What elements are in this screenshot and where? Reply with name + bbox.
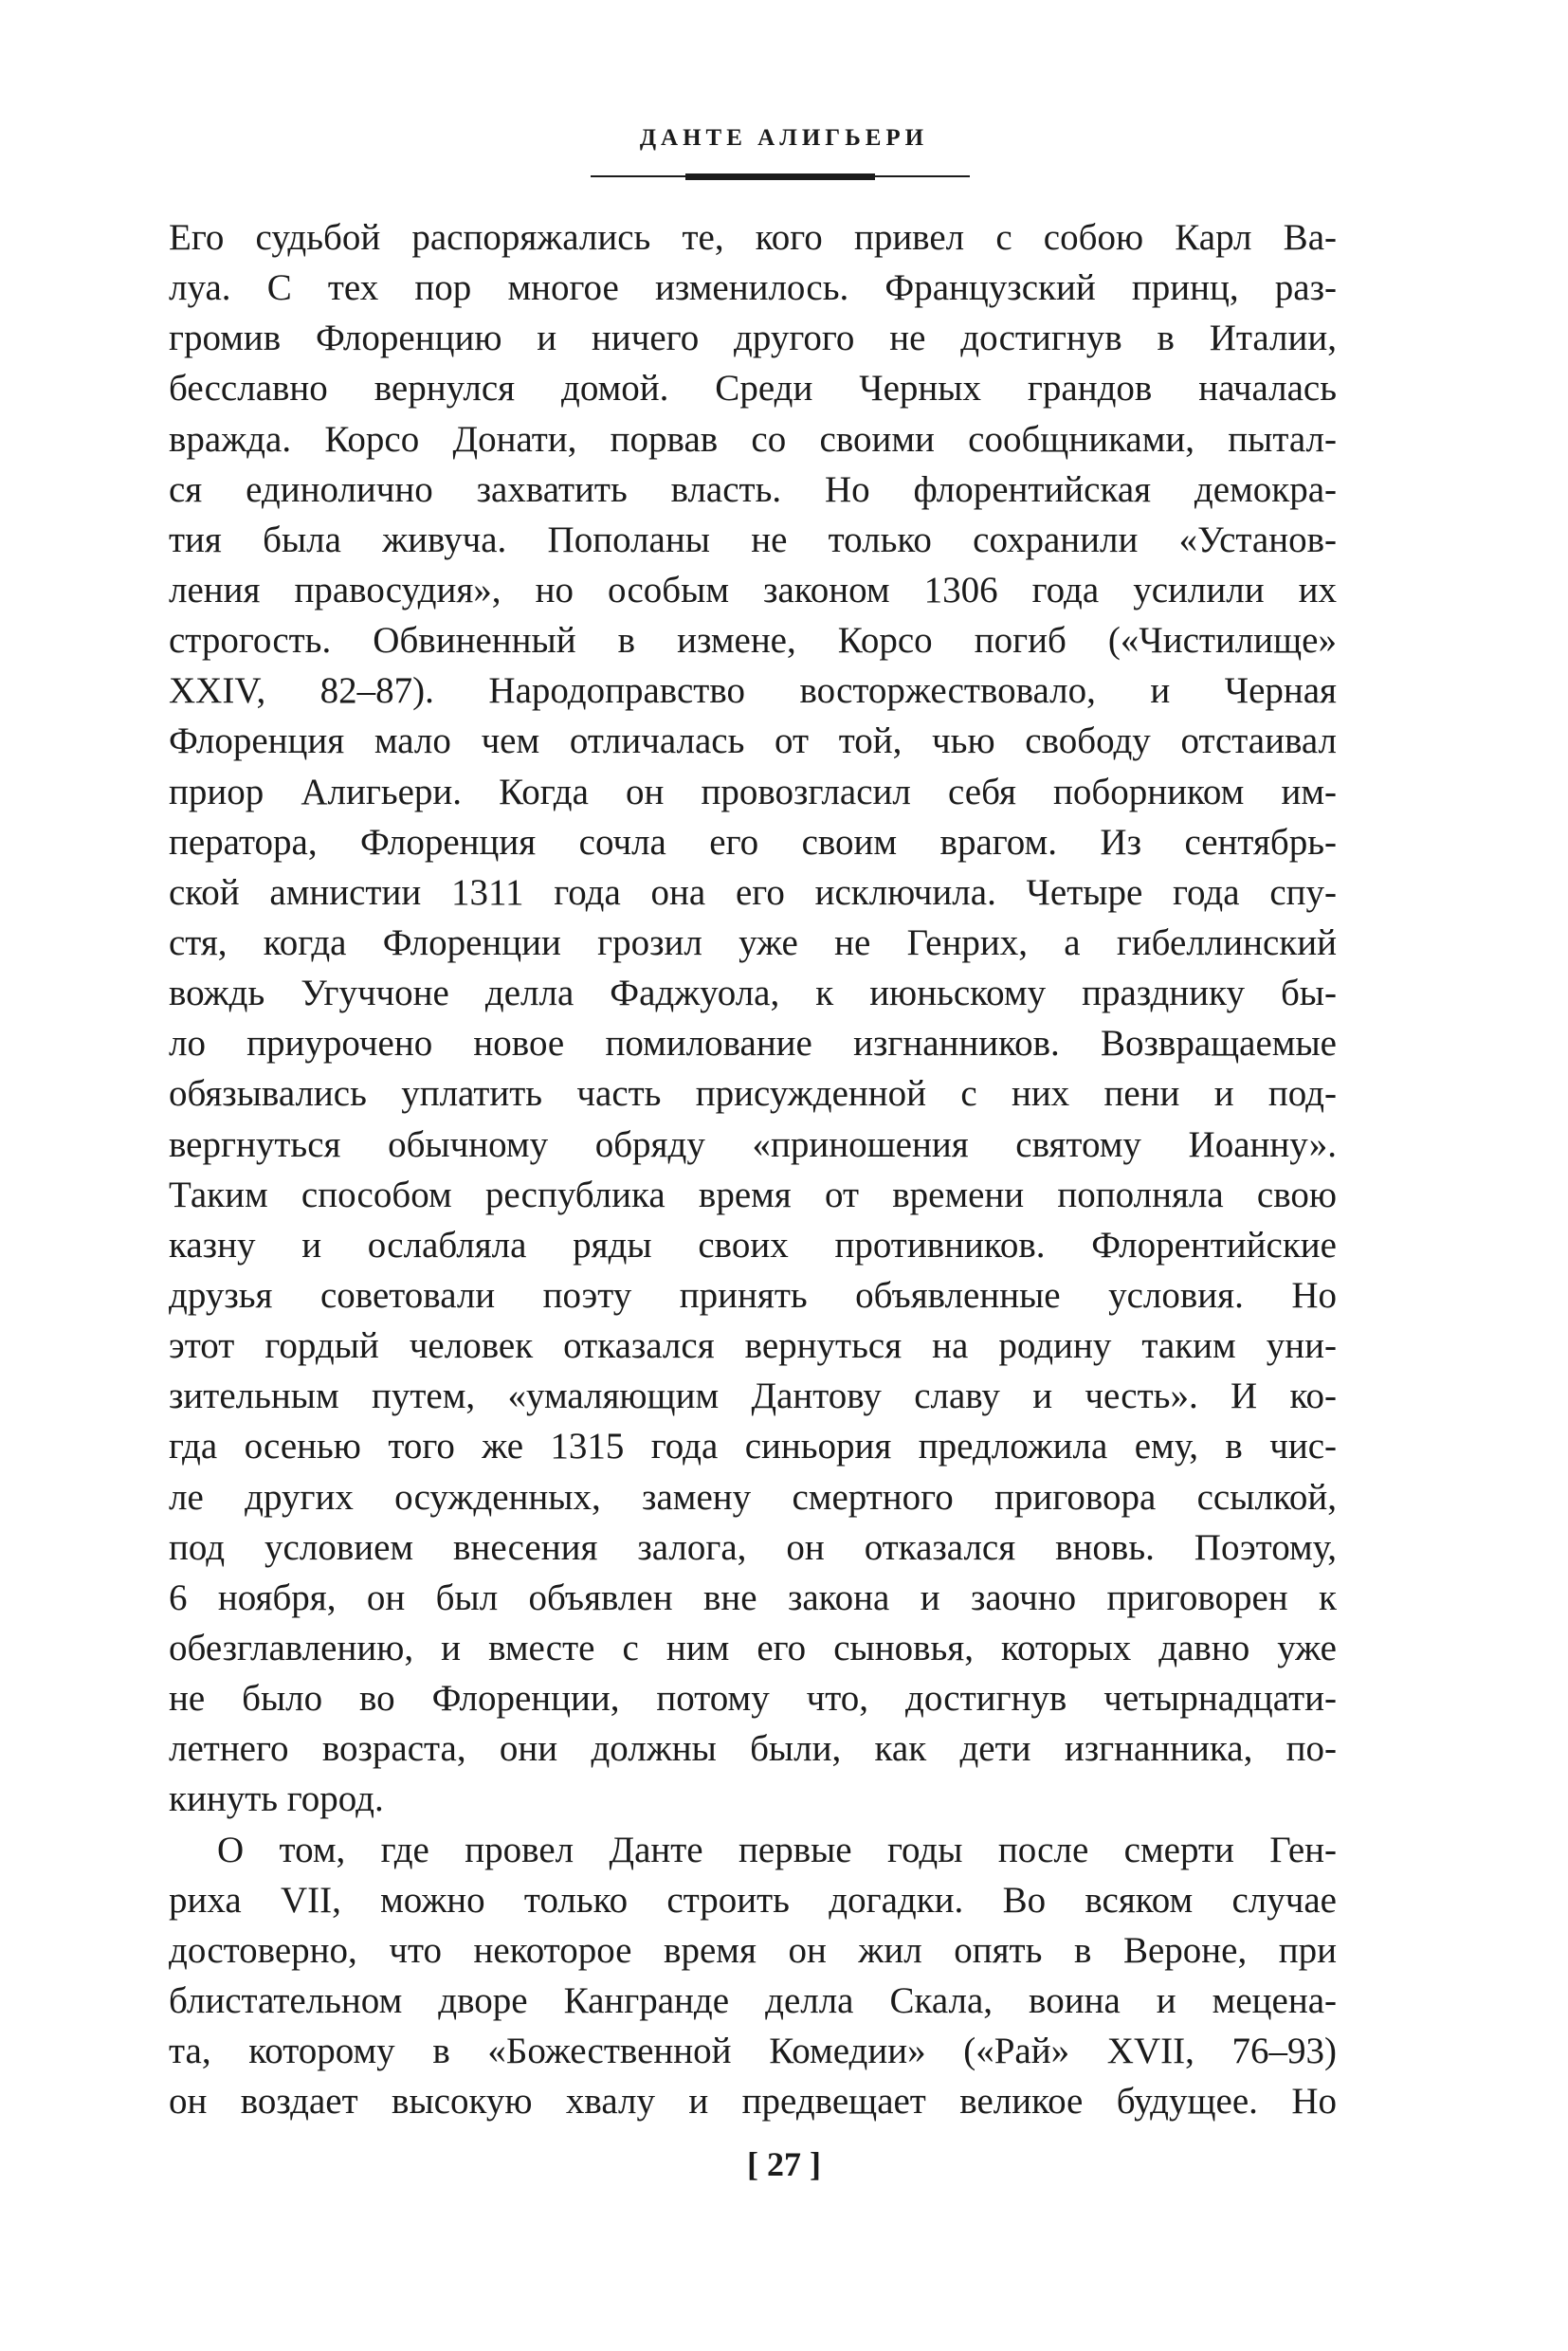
text-line: зительным путем, «умаляющим Дантову славу и честь». И ко- bbox=[169, 1376, 1337, 1417]
text-line: обязывались уплатить часть присужденной с них пени и под- bbox=[169, 1073, 1337, 1115]
text-line: ления правосудия», но особым законом 1306 года усилили их bbox=[169, 569, 1337, 611]
text-line: вождь Угуччоне делла Фаджуола, к июньскому празднику бы- bbox=[169, 973, 1337, 1014]
text-line: Флоренция мало чем отличалась от той, чью свободу отстаивал bbox=[169, 720, 1337, 762]
text-line: он воздает высокую хвалу и предвещает великое будущее. Но bbox=[169, 2081, 1337, 2123]
text-line: XXIV, 82–87). Народоправство восторжествовало, и Черная bbox=[169, 670, 1337, 712]
text-line: тия была живуча. Пополаны не только сохранили «Установ- bbox=[169, 519, 1337, 560]
text-line: ле других осужденных, замену смертного приговора ссылкой, bbox=[169, 1476, 1337, 1518]
text-line: летнего возраста, они должны были, как дети изгнанника, по- bbox=[169, 1728, 1337, 1770]
text-line: ло приурочено новое помилование изгнанников. Возвращаемые bbox=[169, 1023, 1337, 1065]
running-head-rule-accent bbox=[685, 173, 875, 180]
text-line: ся единолично захватить власть. Но флорентийская демокра- bbox=[169, 468, 1337, 510]
text-line: под условием внесения залога, он отказался вновь. Поэтому, bbox=[169, 1526, 1337, 1568]
paragraph-2 bbox=[169, 1825, 1337, 2127]
text-line: вергнуться обычному обряду «приношения святому Иоанну». bbox=[169, 1123, 1337, 1165]
text-line: кинуть город. bbox=[169, 1778, 384, 1820]
text-line: строгость. Обвиненный в измене, Корсо погиб («Чистилище» bbox=[169, 620, 1337, 662]
text-line: та, которому в «Божественной Комедии» («Рай» XVII, 76–93) bbox=[169, 2031, 1337, 2072]
text-line: бесславно вернулся домой. Среди Черных грандов началась bbox=[169, 368, 1337, 410]
text-line: достоверно, что некоторое время он жил опять в Вероне, при bbox=[169, 1929, 1337, 1971]
text-line: Его судьбой распоряжались те, кого привел с собою Карл Ва- bbox=[169, 217, 1337, 258]
text-line: стя, когда Флоренции грозил уже не Генрих, а гибеллинский bbox=[169, 921, 1337, 963]
text-line: не было во Флоренции, потому что, достигнув четырнадцати- bbox=[169, 1678, 1337, 1720]
page-number: [ 27 ] bbox=[747, 2145, 821, 2183]
text-line: вражда. Корсо Донати, порвав со своими сообщниками, пытал- bbox=[169, 418, 1337, 460]
text-line: ской амнистии 1311 года она его исключила. Четыре года спу- bbox=[169, 871, 1337, 913]
text-line: О том, где провел Данте первые годы после смерти Ген- bbox=[217, 1829, 1337, 1870]
text-line: громив Флоренцию и ничего другого не достигнув в Италии, bbox=[169, 318, 1337, 359]
body-text bbox=[169, 212, 1337, 2126]
running-head: ДАНТЕ АЛИГЬЕРИ bbox=[639, 125, 929, 151]
text-line: гда осенью того же 1315 года синьория предложила ему, в чис- bbox=[169, 1426, 1337, 1467]
text-line: Таким способом республика время от времени пополняла свою bbox=[169, 1174, 1337, 1215]
text-line: луа. С тех пор многое изменилось. Французский принц, раз- bbox=[169, 267, 1337, 309]
text-line: обезглавлению, и вместе с ним его сыновья, которых давно уже bbox=[169, 1627, 1337, 1668]
text-line: ператора, Флоренция сочла его своим врагом. Из сентябрь- bbox=[169, 821, 1337, 863]
text-line: приор Алигьери. Когда он провозгласил себя поборником им- bbox=[169, 771, 1337, 812]
text-line: блистательном дворе Кангранде делла Скала, воина и мецена- bbox=[169, 1979, 1337, 2021]
text-line: казну и ослабляла ряды своих противников. Флорентийские bbox=[169, 1224, 1337, 1266]
text-line: 6 ноября, он был объявлен вне закона и заочно приговорен к bbox=[169, 1576, 1337, 1618]
text-line: этот гордый человек отказался вернуться на родину таким уни- bbox=[169, 1325, 1337, 1367]
text-line: друзья советовали поэту принять объявленные условия. Но bbox=[169, 1274, 1337, 1316]
paragraph-1 bbox=[169, 212, 1337, 1825]
text-line: риха VII, можно только строить догадки. Во всяком случае bbox=[169, 1879, 1337, 1921]
